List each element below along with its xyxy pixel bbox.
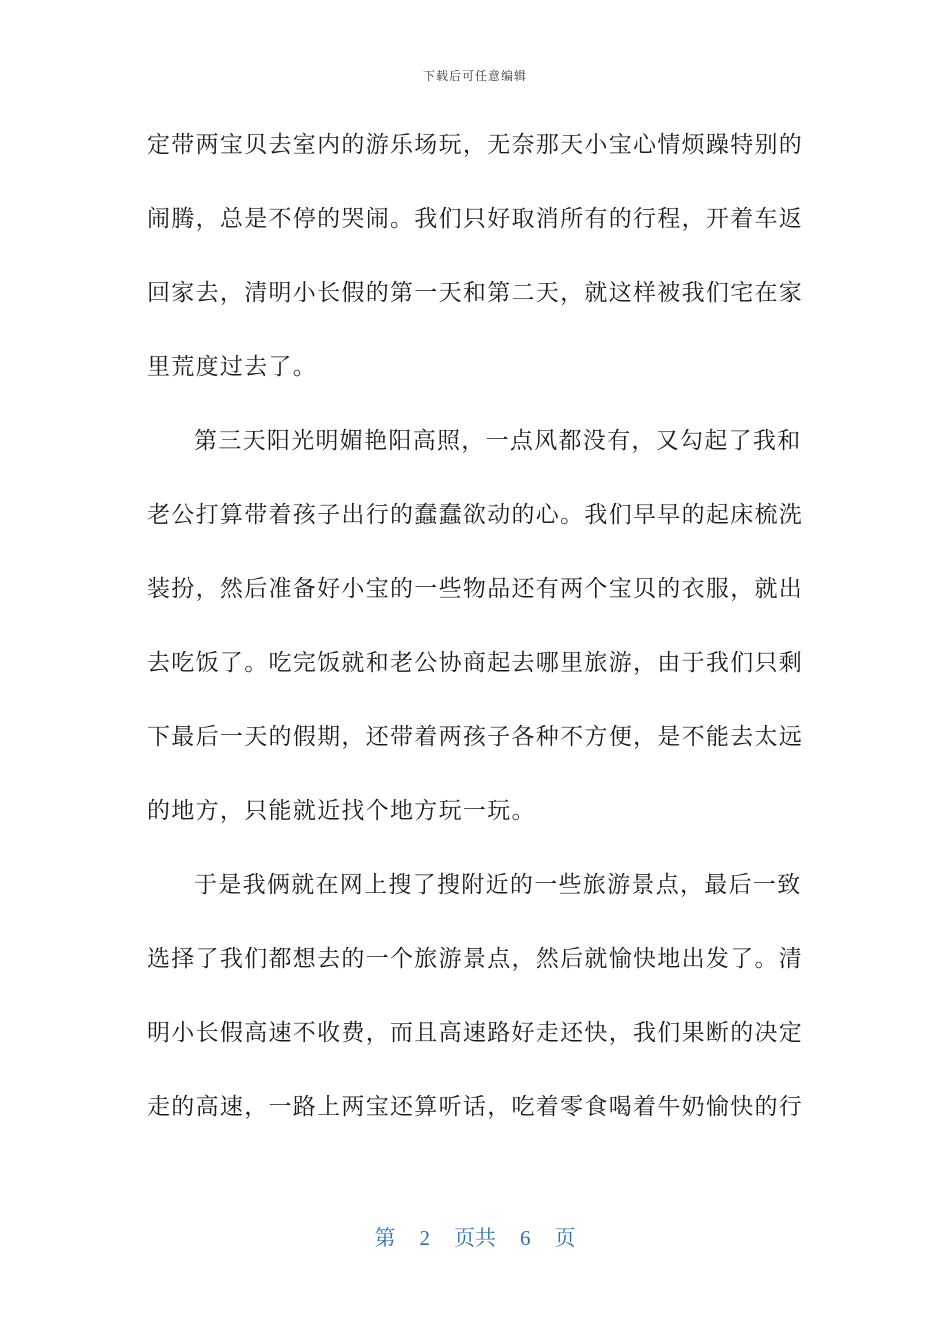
- paragraph-line: 走的高速，一路上两宝还算听话，吃着零食喝着牛奶愉快的行: [147, 1094, 804, 1120]
- paragraph-line: 老公打算带着孩子出行的蠢蠢欲动的心。我们早早的起床梳洗: [147, 502, 804, 528]
- page-label-mid: 页共: [454, 1226, 496, 1250]
- paragraph-first-line: 于是我俩就在网上搜了搜附近的一些旅游景点，最后一致: [194, 872, 802, 898]
- paragraph-line: 装扮，然后准备好小宝的一些物品还有两个宝贝的衣服，就出: [147, 576, 804, 602]
- paragraph-first-line: 第三天阳光明媚艳阳高照，一点风都没有，又勾起了我和: [194, 428, 802, 454]
- page-footer: [0, 1222, 950, 1252]
- page-label-suffix: 页: [554, 1226, 576, 1250]
- page-number-current: 2: [419, 1226, 430, 1250]
- paragraph-line: 的地方，只能就近找个地方玩一玩。: [147, 798, 536, 824]
- paragraph-line: 下最后一天的假期，还带着两孩子各种不方便，是不能去太远: [147, 724, 804, 750]
- paragraph-line: 定带两宝贝去室内的游乐场玩，无奈那天小宝心情烦躁特别的: [147, 132, 804, 158]
- paragraph-line: 闹腾，总是不停的哭闹。我们只好取消所有的行程，开着车返: [147, 206, 804, 232]
- download-edit-note: 下载后可任意编辑: [422, 69, 527, 83]
- paragraph-line: 去吃饭了。吃完饭就和老公协商起去哪里旅游，由于我们只剩: [147, 650, 804, 676]
- page-number-total: 6: [520, 1226, 531, 1250]
- paragraph-line: 里荒度过去了。: [147, 354, 318, 380]
- paragraph-line: 明小长假高速不收费，而且高速路好走还快，我们果断的决定: [147, 1020, 804, 1046]
- paragraph-line: 回家去，清明小长假的第一天和第二天，就这样被我们宅在家: [147, 280, 804, 306]
- paragraph-line: 选择了我们都想去的一个旅游景点，然后就愉快地出发了。清: [147, 946, 804, 972]
- page-label-prefix: 第: [374, 1226, 396, 1250]
- document-body: [147, 118, 804, 1154]
